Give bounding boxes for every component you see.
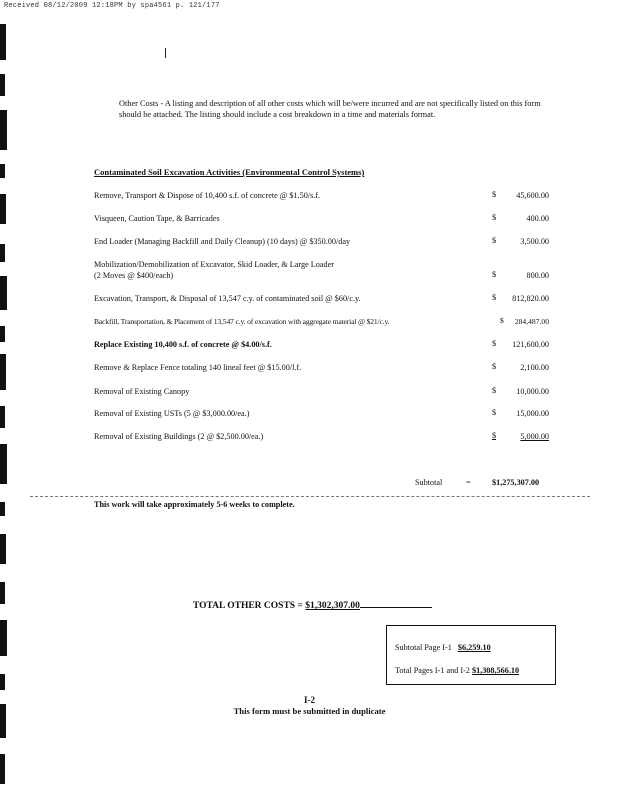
- currency-sign: $: [492, 293, 497, 302]
- fax-header: Received 08/12/2009 12:18PM by spa4561 p. 121/177: [4, 2, 220, 10]
- scan-dashed-line: [30, 496, 590, 498]
- line-item-desc: Remove & Replace Fence totaling 140 lineal feet @ $15.00/l.f.: [94, 363, 302, 372]
- currency-sign: $: [492, 236, 497, 245]
- scan-mark: [165, 48, 166, 58]
- line-item-desc: Remove, Transport & Dispose of 10,400 s.f. of concrete @ $1.50/s.f.: [94, 191, 321, 200]
- subtotal-page-row: [395, 643, 491, 652]
- page-number: I-2: [304, 695, 315, 705]
- line-item-desc: Removal of Existing Buildings (2 @ $2,500.00/ea.): [94, 432, 264, 441]
- currency-sign: $: [492, 431, 497, 440]
- line-item-amount: 2,100.00: [520, 363, 549, 372]
- currency-sign: $: [492, 190, 497, 199]
- subtotal-page-value: $6,259.10: [457, 643, 491, 652]
- line-item-desc-continued: (2 Moves @ $400/each): [94, 271, 174, 280]
- line-item-desc: End Loader (Managing Backfill and Daily Cleanup) (10 days) @ $350.00/day: [94, 237, 351, 246]
- intro-paragraph: Other Costs - A listing and description of all other costs which will be/were incurred and are not specifically listed on this form should be attached. The listing should include a cost breakdown in a time and materials format.: [119, 99, 541, 119]
- line-item-amount: 400.00: [526, 214, 549, 223]
- scan-edge-artifacts: [0, 14, 10, 800]
- section-title: Contaminated Soil Excavation Activities (Environmental Control Systems): [94, 167, 365, 177]
- line-item-amount: 284,487.00: [514, 317, 549, 326]
- currency-sign: $: [492, 386, 497, 395]
- subtotal-value: $1,275,307.00: [492, 478, 540, 487]
- line-item-amount: 10,000.00: [516, 387, 549, 396]
- total-other-costs-label: TOTAL OTHER COSTS =: [193, 601, 306, 611]
- currency-sign: $: [492, 213, 497, 222]
- line-item-desc: Removal of Existing Canopy: [94, 387, 190, 396]
- line-item-amount: 800.00: [526, 271, 549, 280]
- line-item-amount: 121,600.00: [512, 340, 549, 349]
- line-item-desc: Backfill, Transportation, & Placement of 13,547 c.y. of excavation with aggregate material @ $21/c.y.: [94, 317, 390, 326]
- line-item-amount: 15,000.00: [516, 409, 549, 418]
- subtotal-equals: =: [466, 478, 471, 487]
- line-item-amount: 3,500.00: [520, 237, 549, 246]
- subtotal-label: Subtotal: [415, 478, 443, 487]
- line-item-desc: Removal of Existing USTs (5 @ $3,000.00/ea.): [94, 409, 250, 418]
- summary-box: [386, 625, 556, 685]
- total-pages-row: [395, 666, 519, 675]
- work-duration-note: This work will take approximately 5-6 weeks to complete.: [94, 500, 295, 509]
- subtotal-page-label: Subtotal Page I-1: [395, 643, 452, 652]
- currency-sign: $: [492, 362, 497, 371]
- line-item-amount: 812,820.00: [512, 294, 549, 303]
- footer-note: This form must be submitted in duplicate: [233, 706, 386, 716]
- currency-sign: $: [492, 270, 497, 279]
- line-item-amount: 5,000.00: [520, 432, 549, 441]
- total-pages-value: $1,308,566.10: [471, 666, 520, 675]
- line-item-desc: Mobilization/Demobilization of Excavator, Skid Loader, & Large Loader: [94, 260, 334, 269]
- total-pages-label: Total Pages I-1 and I-2: [395, 666, 470, 675]
- line-item-amount: 45,600.00: [516, 191, 549, 200]
- currency-sign: $: [492, 408, 497, 417]
- line-item-desc: Replace Existing 10,400 s.f. of concrete @ $4.00/s.f.: [94, 340, 272, 349]
- total-other-costs-value: $1,302,307.00: [305, 601, 360, 611]
- line-item-desc: Visqueen, Caution Tape, & Barricades: [94, 214, 220, 223]
- line-item-desc: Excavation, Transport, & Disposal of 13,547 c.y. of contaminated soil @ $60/c.y.: [94, 294, 361, 303]
- currency-sign: $: [500, 316, 504, 325]
- total-other-costs: [193, 601, 432, 611]
- currency-sign: $: [492, 339, 497, 348]
